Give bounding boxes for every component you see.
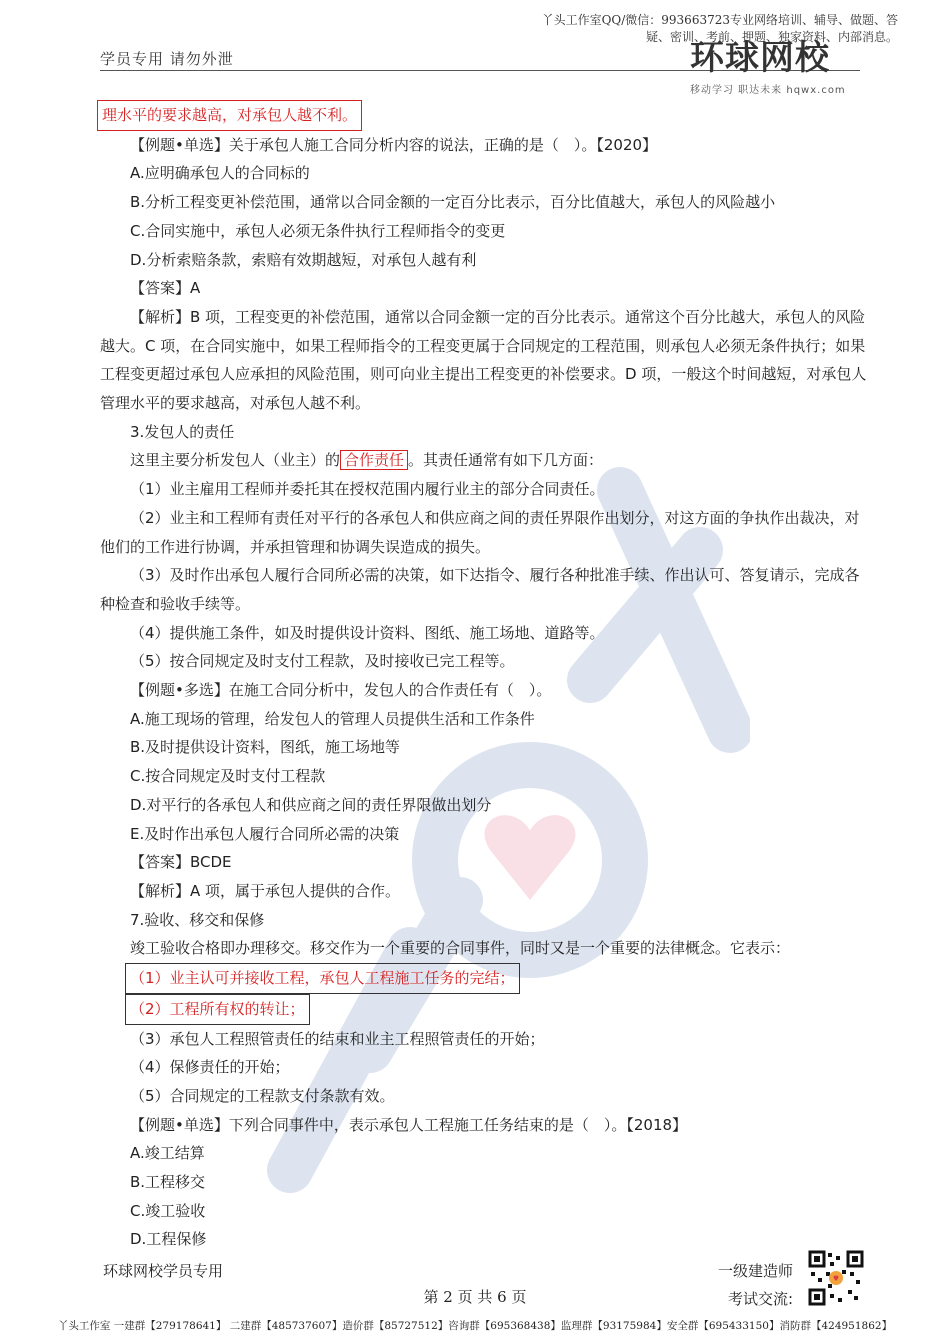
- question-2-answer: 【答案】BCDE: [130, 853, 232, 872]
- question-1-option-c: C.合同实施中，承包人必须无条件执行工程师指令的变更: [130, 221, 506, 240]
- header-confidential-label: 学员专用 请勿外泄: [100, 50, 234, 68]
- footer-exam-exchange: 考试交流:: [728, 1290, 794, 1308]
- responsibility-2: （2）业主和工程师有责任对平行的各承包人和供应商之间的责任界限作出划分，对这方面的争执作出裁决，对他们的工作进行协调，并承担管理和协调失误造成的损失。: [100, 508, 860, 556]
- handover-meaning-2: （2）工程所有权的转让；: [100, 994, 870, 1025]
- question-1-stem: 【例题•单选】关于承包人施工合同分析内容的说法，正确的是（ ）。【2020】: [130, 135, 658, 154]
- question-2-stem: 【例题•多选】在施工合同分析中，发包人的合作责任有（ ）。: [130, 681, 552, 700]
- question-2-option-e: E.及时作出承包人履行合同所必需的决策: [130, 824, 400, 843]
- responsibility-5: （5）按合同规定及时支付工程款，及时接收已完工程等。: [130, 652, 515, 671]
- question-3-option-a: A.竣工结算: [130, 1144, 205, 1163]
- responsibility-1: （1）业主雇用工程师并委托其在授权范围内履行业主的部分合同责任。: [130, 480, 605, 499]
- question-2-analysis: 【解析】A 项，属于承包人提供的合作。: [130, 881, 401, 900]
- continued-line: 理水平的要求越高，对承包人越不利。: [100, 100, 870, 131]
- footer-student-label: 环球网校学员专用: [103, 1262, 224, 1280]
- footer-exam-name: 一级建造师: [718, 1262, 794, 1280]
- section-7-intro: 竣工验收合格即办理移交。移交作为一个重要的合同事件，同时又是一个重要的法律概念。它表示：: [130, 939, 791, 958]
- question-3-option-b: B.工程移交: [130, 1173, 206, 1192]
- section-3-heading: 3.发包人的责任: [130, 422, 235, 441]
- question-2-option-a: A.施工现场的管理，给发包人的管理人员提供生活和工作条件: [130, 709, 535, 728]
- question-1-answer: 【答案】A: [130, 279, 201, 298]
- question-3-option-c: C.竣工验收: [130, 1201, 206, 1220]
- section-7-heading: 7.验收、移交和保修: [130, 910, 265, 929]
- responsibility-4: （4）提供施工条件，如及时提供设计资料、图纸、施工场地、道路等。: [130, 623, 605, 642]
- responsibility-3: （3）及时作出承包人履行合同所必需的决策，如下达指令、履行各种批准手续、作出认可、答复请示，完成各种检查和验收手续等。: [100, 566, 860, 613]
- cooperation-responsibility-highlight: 合作责任: [340, 450, 408, 470]
- hqwx-logo: [690, 30, 870, 96]
- question-1-option-d: D.分析索赔条款，索赔有效期越短，对承包人越有利: [130, 250, 477, 269]
- question-1-analysis: 【解析】B 项，工程变更的补偿范围，通常以合同金额一定的百分比表示。通常这个百分比越大，承包人的风险越大。C 项，在合同实施中，如果工程师指令的工程变更属于合同规定的工程范围，则承包人必须无条件执行；如果工程变更超过承包人应承担的风险范围，则可向业主提出工程变更的补偿要求。D 项，一般这个时间越短，对承包人管理水平的要求越高，对承包人越不利。: [100, 307, 867, 413]
- question-2-option-d: D.对平行的各承包人和供应商之间的责任界限做出划分: [130, 795, 492, 814]
- question-1-option-b: B.分析工程变更补偿范围，通常以合同金额的一定百分比表示，百分比值越大，承包人的风险越小: [130, 193, 776, 212]
- question-2-option-b: B.及时提供设计资料，图纸，施工场地等: [130, 738, 401, 757]
- document-body: [100, 100, 870, 1254]
- handover-meaning-4: （4）保修责任的开始；: [130, 1058, 290, 1077]
- logo-name: 环球网校: [690, 38, 830, 78]
- footer-group-list: 丫头工作室 一建群【279178641】 二建群【485737607】造价群【85727512】咨询群【695368438】监理群【93175984】安全群【695433150】消防群【424951862】: [57, 1320, 893, 1332]
- question-3-stem: 【例题•单选】下列合同事件中，表示承包人工程施工任务结束的是（ ）。【2018】: [130, 1115, 688, 1134]
- logo-tagline: 移动学习 职达未来 hqwx.com: [690, 85, 846, 96]
- handover-meaning-3: （3）承包人工程照管责任的结束和业主工程照管责任的开始；: [130, 1029, 545, 1048]
- top-contact-note: 丫头工作室QQ/微信：993663723专业网络培训、辅导、做题、答疑、密训、考前、押题、独家资料、内部消息。: [541, 13, 898, 44]
- handover-meaning-1: （1）业主认可并接收工程，承包人工程施工任务的完结；: [100, 963, 870, 994]
- question-3-option-d: D.工程保修: [130, 1230, 207, 1249]
- question-1-option-a: A.应明确承包人的合同标的: [130, 164, 310, 183]
- handover-meaning-5: （5）合同规定的工程款支付条款有效。: [130, 1086, 395, 1105]
- question-2-option-c: C.按合同规定及时支付工程款: [130, 767, 326, 786]
- qr-code-icon[interactable]: [808, 1250, 864, 1306]
- section-3-intro: 这里主要分析发包人（业主）的 合作责任 。其责任通常有如下几方面：: [130, 451, 604, 470]
- page-number: 第 2 页 共 6 页: [423, 1288, 527, 1306]
